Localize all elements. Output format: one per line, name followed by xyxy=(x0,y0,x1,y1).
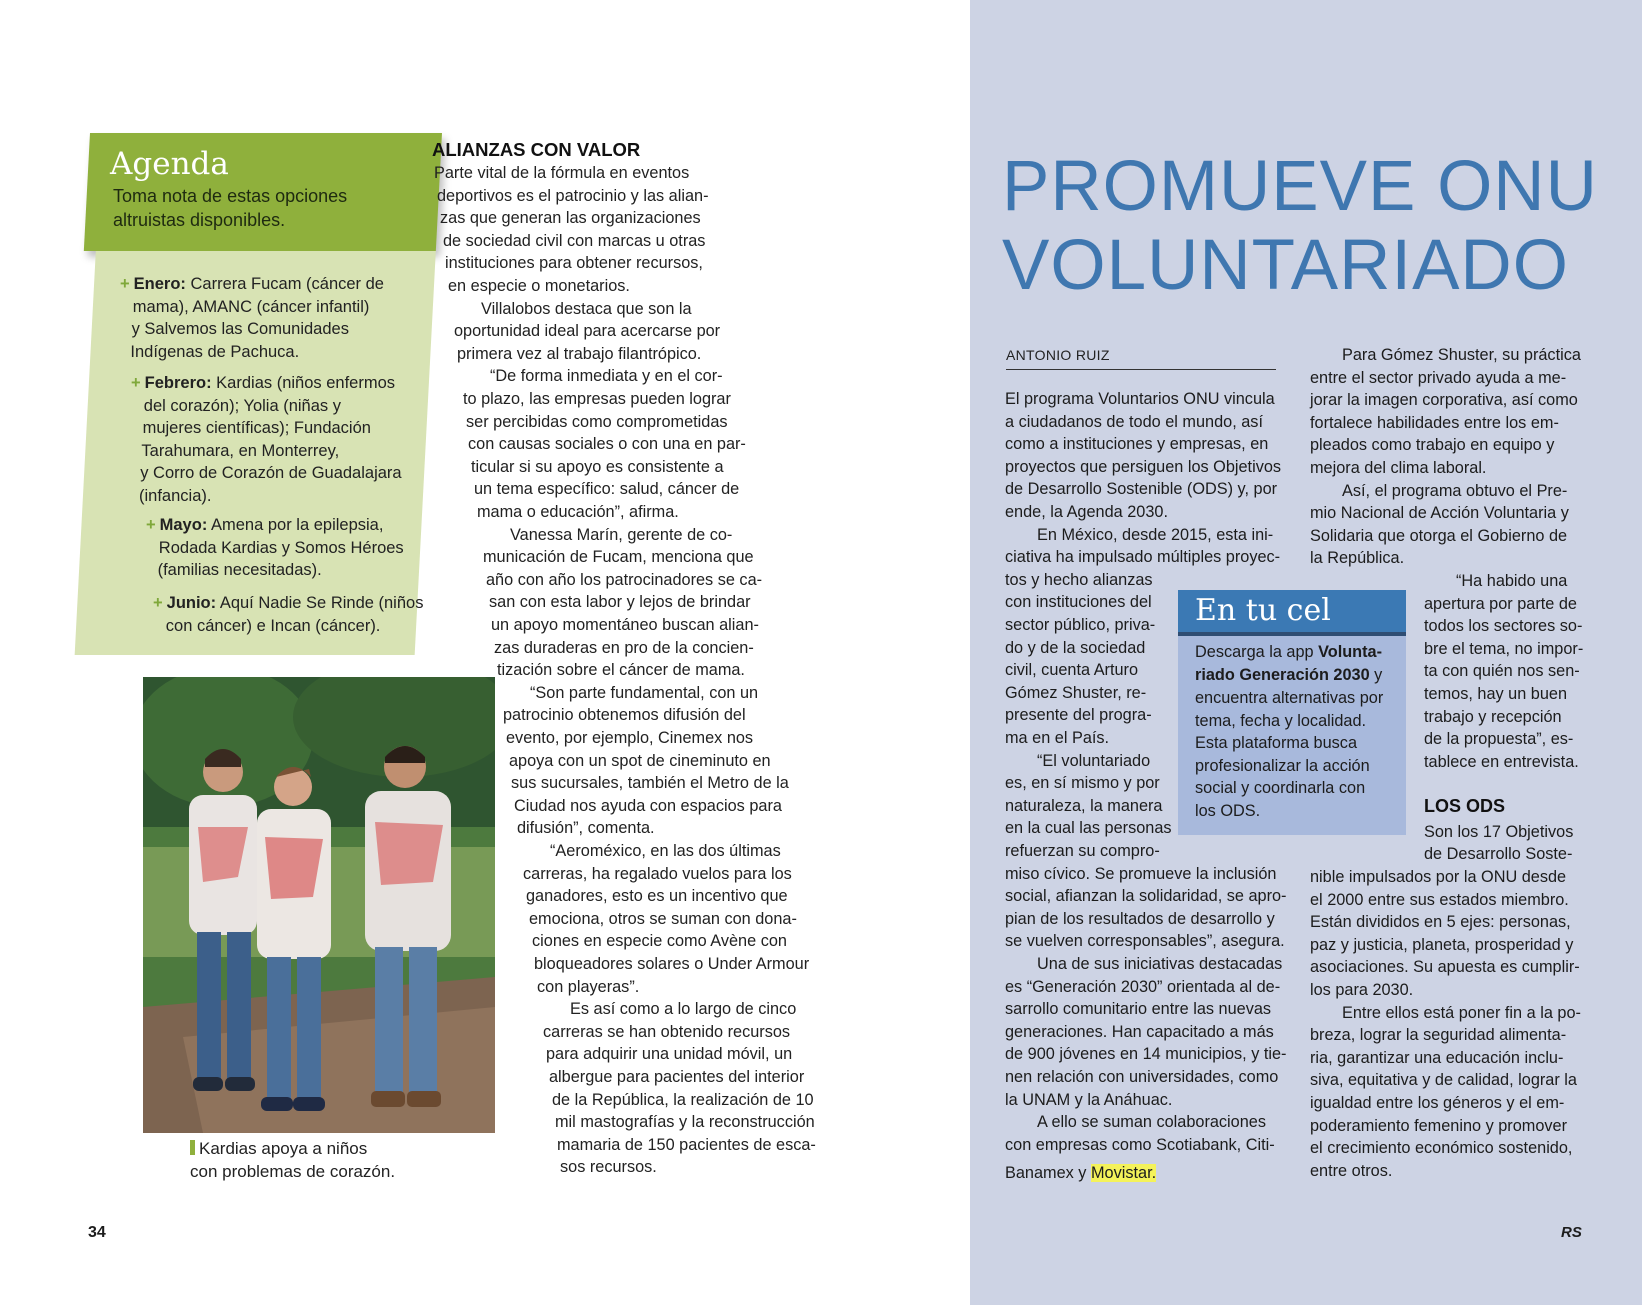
agenda-item-line: (familias necesitadas). xyxy=(157,561,322,580)
article-line: es “Generación 2030” orientada al de- xyxy=(1005,978,1281,996)
agenda-item-month: Junio: xyxy=(166,594,217,612)
sidebar-line: profesionalizar la acción xyxy=(1195,757,1370,775)
article-line: paz y justicia, planeta, prosperidad y xyxy=(1310,936,1574,954)
agenda-item-line: mujeres científicas); Fundación xyxy=(142,419,371,438)
agenda-item-line xyxy=(131,372,395,395)
caption-marker xyxy=(190,1140,195,1155)
agenda-item-line: y Salvemos las Comunidades xyxy=(131,320,349,339)
article-line: breza, lograr la seguridad alimenta- xyxy=(1310,1026,1567,1044)
article-line: tablece en entrevista. xyxy=(1424,753,1579,771)
article-line: fortalece habilidades entre los em- xyxy=(1310,414,1559,432)
article-line: de la propuesta”, es- xyxy=(1424,730,1574,748)
article-line: Están divididos en 5 ejes: personas, xyxy=(1310,913,1571,931)
sidebar-line: encuentra alternativas por xyxy=(1195,689,1384,707)
sidebar-line: tema, fecha y localidad. xyxy=(1195,712,1367,730)
article-line: sos recursos. xyxy=(560,1158,657,1176)
article-line: siva, equitativa y de calidad, lograr la xyxy=(1310,1071,1577,1089)
article-line: Parte vital de la fórmula en eventos xyxy=(434,164,690,182)
agenda-item-line: (infancia). xyxy=(139,487,212,505)
article-line: de sociedad civil con marcas u otras xyxy=(443,232,706,250)
article-line: el crecimiento económico sostenido, xyxy=(1310,1139,1573,1157)
article-line: nen relación con universidades, como xyxy=(1005,1068,1279,1086)
article-line: zas duraderas en pro de la concien- xyxy=(494,639,754,657)
footer-mark: RS xyxy=(1561,1224,1582,1241)
app-name-bold: Volunta- xyxy=(1318,643,1383,661)
article-line: ta con quién nos sen- xyxy=(1424,662,1580,680)
article-line: Gómez Shuster, re- xyxy=(1005,684,1147,702)
article-line: Así, el programa obtuvo el Pre- xyxy=(1342,482,1568,500)
sidebar-line: Esta plataforma busca xyxy=(1195,734,1357,752)
article-line: san con esta labor y lejos de brindar xyxy=(489,593,751,611)
agenda-item-line: Rodada Kardias y Somos Héroes xyxy=(158,538,404,557)
sidebar-line xyxy=(1195,641,1382,664)
agenda-item-line xyxy=(146,514,383,537)
article-line: presente del progra- xyxy=(1005,706,1152,724)
article-line: bloqueadores solares o Under Armour xyxy=(534,955,810,973)
plus-icon: + xyxy=(120,275,130,293)
text-span: y xyxy=(1369,666,1383,684)
article-line: Una de sus iniciativas destacadas xyxy=(1037,955,1283,973)
article-line: tización sobre el cáncer de mama. xyxy=(497,661,745,679)
article-line: instituciones para obtener recursos, xyxy=(445,254,703,272)
article-line: con causas sociales o con una en par- xyxy=(468,435,746,453)
article-line: de Desarrollo Sostenible (ODS) y, por xyxy=(1005,480,1278,498)
article-line: Para Gómez Shuster, su práctica xyxy=(1342,346,1581,364)
agenda-item-line: con cáncer) e Incan (cáncer). xyxy=(165,616,381,635)
article-line: con playeras”. xyxy=(537,978,640,996)
article-line: con instituciones del xyxy=(1005,593,1152,611)
article-line: miso cívico. Se promueve la inclusión xyxy=(1005,865,1277,883)
plus-icon: + xyxy=(146,516,156,534)
agenda-subtitle-line: Toma nota de estas opciones xyxy=(113,186,348,206)
article-line: bre el tema, no impor- xyxy=(1424,640,1584,658)
article-line: nible impulsados por la ONU desde xyxy=(1310,868,1567,886)
article-line: A ello se suman colaboraciones xyxy=(1037,1113,1266,1131)
agenda-item-month: Febrero: xyxy=(144,374,212,392)
article-line: los para 2030. xyxy=(1310,981,1414,999)
article-line: albergue para pacientes del interior xyxy=(549,1068,805,1086)
article-line: patrocinio obtenemos difusión del xyxy=(503,706,746,724)
article-line: Vanessa Marín, gerente de co- xyxy=(510,526,733,544)
sidebar-line: los ODS. xyxy=(1195,802,1261,820)
article-line: un tema específico: salud, cáncer de xyxy=(474,480,740,498)
highlighted-text: Movistar. xyxy=(1090,1164,1157,1182)
article-line: poderamiento femenino y promover xyxy=(1310,1117,1568,1135)
article-line: apoya con un spot de cineminuto en xyxy=(509,752,771,770)
agenda-item-month: Mayo: xyxy=(159,516,208,534)
agenda-title: Agenda xyxy=(110,146,229,182)
sidebar-header-shadow xyxy=(1178,632,1406,636)
main-title-line: PROMUEVE ONU xyxy=(1002,147,1598,226)
author-divider xyxy=(1006,369,1276,370)
agenda-item-text: Carrera Fucam (cáncer de xyxy=(190,275,384,293)
article-line: Ciudad nos ayuda con espacios para xyxy=(514,797,782,815)
article-line: el 2000 entre sus estados miembro. xyxy=(1310,891,1569,909)
agenda-subtitle-line: altruistas disponibles. xyxy=(113,210,286,230)
article-line: pleados como trabajo en equipo y xyxy=(1310,436,1555,454)
article-line: “Ha habido una xyxy=(1456,572,1568,590)
agenda-item-line: Indígenas de Pachuca. xyxy=(130,342,300,361)
article-line: sus sucursales, también el Metro de la xyxy=(511,774,789,792)
article-line: en la cual las personas xyxy=(1005,819,1172,837)
agenda-item-line xyxy=(153,592,423,615)
article-line: ma en el País. xyxy=(1005,729,1110,747)
kardias-photo xyxy=(143,677,495,1133)
article-line: es, en sí mismo y por xyxy=(1005,774,1160,792)
article-line: deportivos es el patrocinio y las alian- xyxy=(437,187,709,205)
article-line: ciativa ha impulsado múltiples proyec- xyxy=(1005,548,1281,566)
article-line: Entre ellos está poner fin a la po- xyxy=(1342,1004,1581,1022)
agenda-item-month: Enero: xyxy=(133,275,186,293)
agenda-item-text: Aquí Nadie Se Rinde (niños xyxy=(219,594,424,612)
article-line: “Son parte fundamental, con un xyxy=(530,684,759,702)
main-title-line: VOLUNTARIADO xyxy=(1002,226,1569,305)
caption-line: con problemas de corazón. xyxy=(190,1162,396,1181)
article-line: ria, garantizar una educación inclu- xyxy=(1310,1049,1564,1067)
article-line: como a instituciones y empresas, en xyxy=(1005,435,1269,453)
article-line: a ciudadanos de todo el mundo, así xyxy=(1005,413,1263,431)
article-line: Son los 17 Objetivos xyxy=(1424,823,1574,841)
article-line: con empresas como Scotiabank, Citi- xyxy=(1005,1136,1275,1154)
article-line: ser percibidas como comprometidas xyxy=(466,413,728,431)
caption-line: Kardias apoya a niños xyxy=(199,1139,368,1158)
text-span: Descarga la app xyxy=(1195,643,1319,661)
text-span: Banamex y xyxy=(1005,1164,1091,1182)
article-line: sarrollo comunitario entre las nuevas xyxy=(1005,1000,1272,1018)
article-line: entre el sector privado ayuda a me- xyxy=(1310,369,1567,387)
article-line: igualdad entre los géneros y el em- xyxy=(1310,1094,1565,1112)
sidebar-line xyxy=(1195,664,1382,687)
agenda-item-line: mama), AMANC (cáncer infantil) xyxy=(132,297,370,316)
article-line: mil mastografías y la reconstrucción xyxy=(555,1113,815,1131)
article-line: ticular si su apoyo es consistente a xyxy=(471,458,724,476)
article-line: civil, cuenta Arturo xyxy=(1005,661,1139,679)
article-line: Villalobos destaca que son la xyxy=(481,300,692,318)
article-line: proyectos que persiguen los Objetivos xyxy=(1005,458,1282,476)
article-line: tos y hecho alianzas xyxy=(1005,571,1153,589)
article-line: municación de Fucam, menciona que xyxy=(483,548,754,566)
article-line: de la República, la realización de 10 xyxy=(552,1091,814,1109)
article-line: apertura por parte de xyxy=(1424,595,1577,613)
agenda-item-text: Kardias (niños enfermos xyxy=(216,374,396,392)
article-line: un apoyo momentáneo buscan alian- xyxy=(491,616,759,634)
article-line: ciones en especie como Avène con xyxy=(532,932,787,950)
article-line: oportunidad ideal para acercarse por xyxy=(454,322,721,340)
article-line: sector público, priva- xyxy=(1005,616,1156,634)
article-line: se vuelven corresponsables”, asegura. xyxy=(1005,932,1285,950)
article-line: naturaleza, la manera xyxy=(1005,797,1163,815)
author-byline: ANTONIO RUIZ xyxy=(1006,347,1110,363)
agenda-item-line: y Corro de Corazón de Guadalajara xyxy=(140,464,402,483)
article-line: ende, la Agenda 2030. xyxy=(1005,503,1168,521)
article-line: pian de los resultados de desarrollo y xyxy=(1005,910,1275,928)
article-line: entre otros. xyxy=(1310,1162,1393,1180)
ods-heading: LOS ODS xyxy=(1424,796,1506,816)
article-line: mejora del clima laboral. xyxy=(1310,459,1487,477)
article-line: de Desarrollo Soste- xyxy=(1424,845,1573,863)
photo-caption xyxy=(190,1137,395,1183)
plus-icon: + xyxy=(131,374,141,392)
article-line: evento, por ejemplo, Cinemex nos xyxy=(506,729,754,747)
article-line: la República. xyxy=(1310,549,1405,567)
article-line: jorar la imagen corporativa, así como xyxy=(1310,391,1578,409)
article-line: “De forma inmediata y en el cor- xyxy=(490,367,723,385)
article-line: Solidaria que otorga el Gobierno de xyxy=(1310,527,1568,545)
article-line: mama o educación”, afirma. xyxy=(477,503,679,521)
article-line: “Aeroméxico, en las dos últimas xyxy=(550,842,781,860)
article-line: ganadores, esto es un incentivo que xyxy=(526,887,788,905)
article-line: social, afianzan la solidaridad, se apro- xyxy=(1005,887,1287,905)
article-line: primera vez al trabajo filantrópico. xyxy=(457,345,702,363)
agenda-item-line: del corazón); Yolia (niñas y xyxy=(143,396,341,415)
article-line: mio Nacional de Acción Voluntaria y xyxy=(1310,504,1569,522)
article-line: carreras se han obtenido recursos xyxy=(543,1023,791,1041)
agenda-item-text: Amena por la epilepsia, xyxy=(211,516,384,534)
article-line: de 900 jóvenes en 14 municipios, y tie- xyxy=(1005,1045,1287,1063)
article-line: trabajo y recepción xyxy=(1424,708,1562,726)
article-line: difusión”, comenta. xyxy=(517,819,655,837)
article-line: para adquirir una unidad móvil, un xyxy=(546,1045,793,1063)
agenda-item-line xyxy=(120,273,384,296)
article-line: zas que generan las organizaciones xyxy=(440,209,701,227)
photo-illustration xyxy=(143,677,495,1133)
article-line: todos los sectores so- xyxy=(1424,617,1583,635)
app-name-bold: riado Generación 2030 xyxy=(1195,666,1370,684)
article-line: to plazo, las empresas pueden lograr xyxy=(463,390,731,408)
agenda-subtitle xyxy=(113,184,383,232)
article-line: en especie o monetarios. xyxy=(448,277,630,295)
article-line: temos, hay un buen xyxy=(1424,685,1568,703)
article-line: mamaria de 150 pacientes de esca- xyxy=(557,1136,816,1154)
agenda-item-line: Tarahumara, en Monterrey, xyxy=(141,441,340,460)
article-line: asociaciones. Su apuesta es cumplir- xyxy=(1310,958,1580,976)
article-line: “El voluntariado xyxy=(1037,752,1151,770)
article-line: do y de la sociedad xyxy=(1005,639,1146,657)
article-line-last xyxy=(1005,1162,1156,1185)
article-line: emociona, otros se suman con dona- xyxy=(529,910,797,928)
article-line: Es así como a lo largo de cinco xyxy=(570,1000,797,1018)
page-number: 34 xyxy=(88,1224,106,1241)
plus-icon: + xyxy=(153,594,163,612)
article-line: En México, desde 2015, esta ini- xyxy=(1037,526,1274,544)
sidebar-line: social y coordinarla con xyxy=(1195,779,1366,797)
article-line: El programa Voluntarios ONU vincula xyxy=(1005,390,1275,408)
article-line: la UNAM y la Anáhuac. xyxy=(1005,1091,1173,1109)
article-line: carreras, ha regalado vuelos para los xyxy=(523,865,792,883)
sidebar-title: En tu cel xyxy=(1195,593,1331,628)
article-heading: ALIANZAS CON VALOR xyxy=(432,139,641,160)
article-line: año con año los patrocinadores se ca- xyxy=(486,571,763,589)
article-line: generaciones. Han capacitado a más xyxy=(1005,1023,1274,1041)
article-line: refuerzan su compro- xyxy=(1005,842,1160,860)
